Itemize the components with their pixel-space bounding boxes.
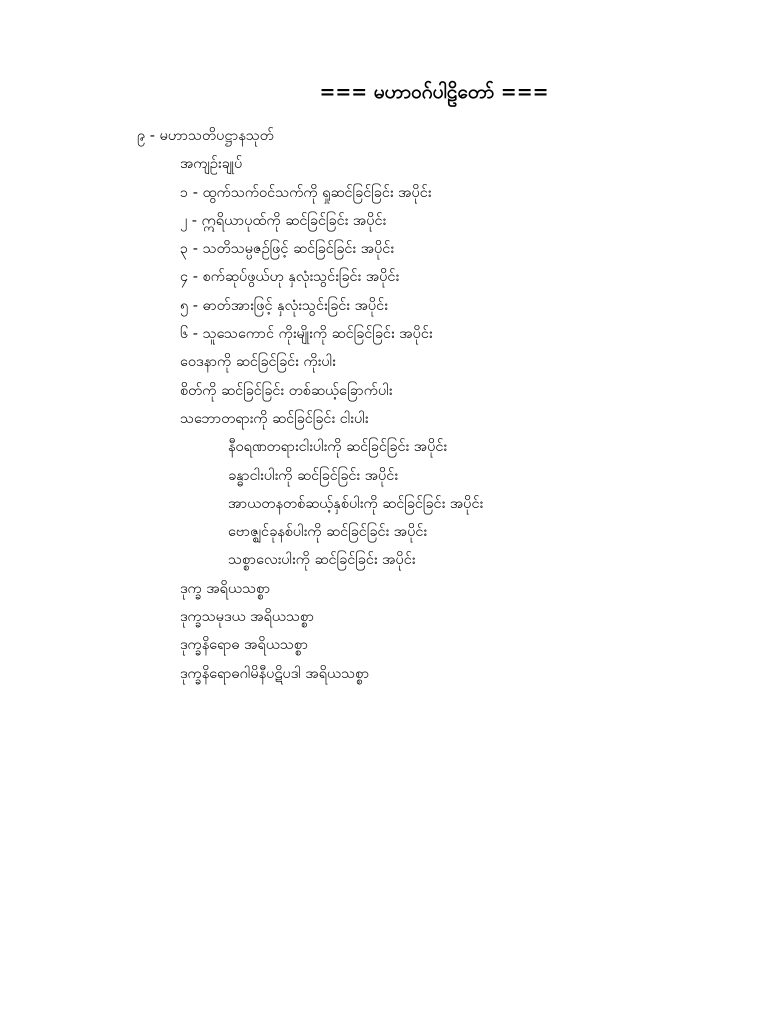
toc-section-heading: ၉ - မဟာသတိပဋ္ဌာနသုတ် — [137, 128, 274, 144]
toc-item: ၂ - ဣရိယာပုထ်ကို ဆင်ခြင်ခြင်း အပိုင်း — [180, 212, 387, 229]
document-title: === မဟာဝဂ်ပါဠိတော် === — [319, 81, 549, 103]
toc-subitem: ခန္ဓာငါးပါးကို ဆင်ခြင်ခြင်း အပိုင်း — [228, 467, 399, 484]
toc-item: ဒုက္ခ အရိယသစ္စာ — [180, 580, 271, 597]
toc-item: ၆ - သူသေကောင် ကိုးမျိုးကို ဆင်ခြင်ခြင်း အပိုင်း — [180, 326, 433, 343]
toc-item: ၁ - ထွက်သက်ဝင်သက်ကို ရှုဆင်ခြင်ခြင်း အပိုင်း — [180, 184, 432, 201]
table-of-contents — [0, 122, 768, 688]
toc-item: ၃ - သတိသမ္ပဇဉ်ဖြင့် ဆင်ခြင်ခြင်း အပိုင်း — [180, 241, 395, 258]
toc-subitem: ဗောဇ္ဈင်ခုနစ်ပါးကို ဆင်ခြင်ခြင်း အပိုင်း — [228, 524, 428, 541]
toc-item: စိတ်ကို ဆင်ခြင်ခြင်း တစ်ဆယ့်ခြောက်ပါး — [180, 382, 393, 399]
toc-item: ဝေဒနာကို ဆင်ခြင်ခြင်း ကိုးပါး — [180, 354, 336, 371]
toc-item: သဘောတရားကို ဆင်ခြင်ခြင်း ငါးပါး — [180, 410, 369, 427]
toc-item: ဒုက္ခနိရောဓ အရိယသစ္စာ — [180, 637, 309, 654]
toc-subitem: နီဝရဏတရားငါးပါးကို ဆင်ခြင်ခြင်း အပိုင်း — [228, 439, 448, 456]
toc-item: အကျဉ်းချုပ် — [180, 156, 243, 173]
toc-item: ၄ - စက်ဆုပ်ဖွယ်ဟု နှလုံးသွင်းခြင်း အပိုင်း — [180, 269, 400, 286]
toc-subitem: အာယတနတစ်ဆယ့်နှစ်ပါးကို ဆင်ခြင်ခြင်း အပိုင်း — [228, 495, 484, 512]
toc-item: ဒုက္ခသမုဒယ အရိယသစ္စာ — [180, 609, 315, 626]
toc-item: ၅ - ဓာတ်အားဖြင့် နှလုံးသွင်းခြင်း အပိုင်း — [180, 297, 388, 314]
toc-subitem: သစ္စာလေးပါးကို ဆင်ခြင်ခြင်း အပိုင်း — [228, 552, 416, 569]
toc-item: ဒုက္ခနိရောဓဂါမိနီပဋိပဒါ အရိယသစ္စာ — [180, 665, 370, 682]
